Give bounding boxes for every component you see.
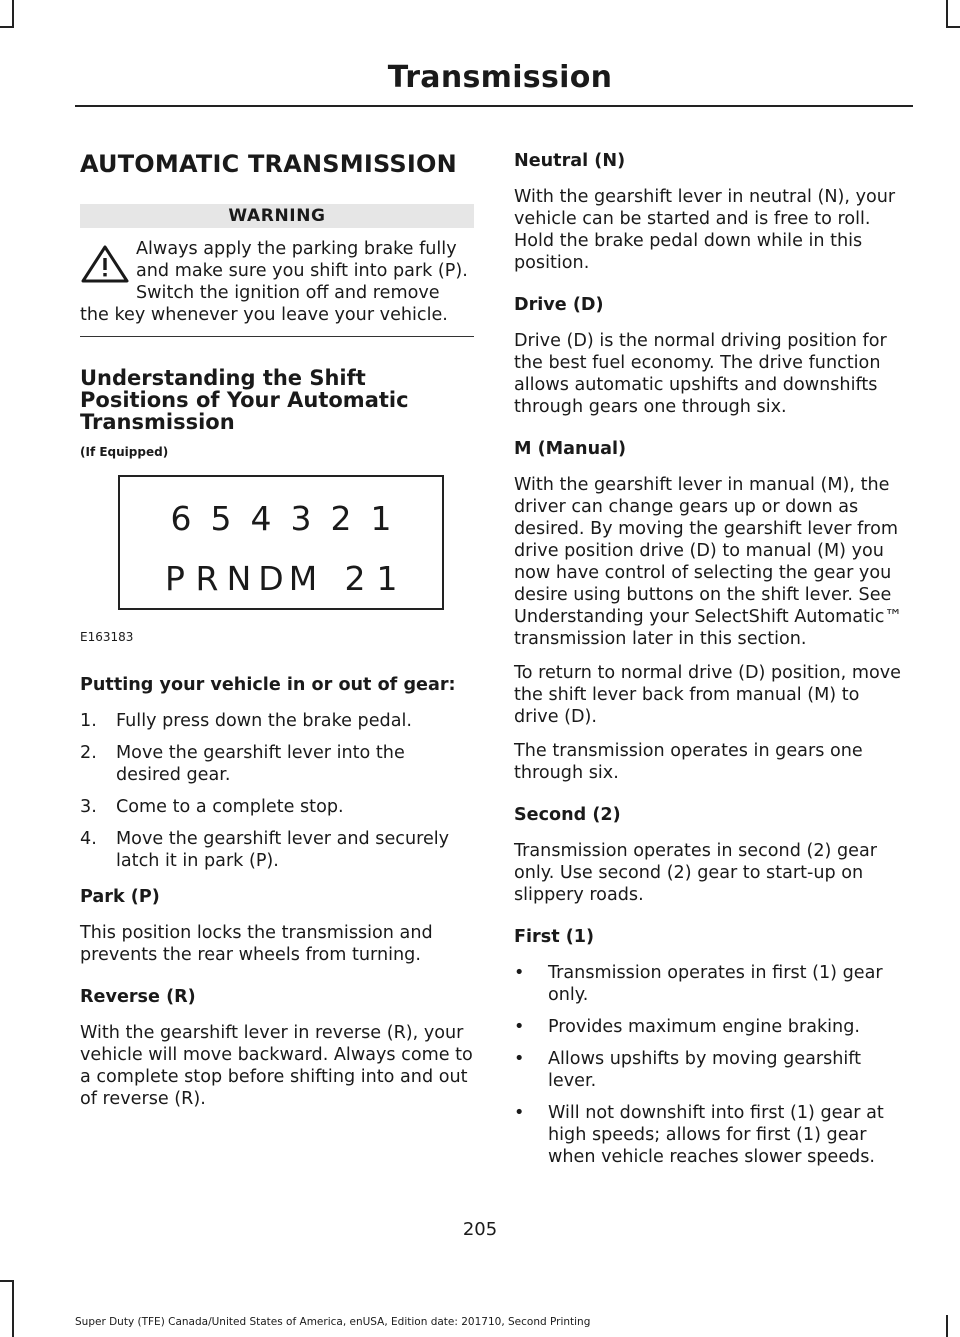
page-header-title: Transmission [387, 60, 613, 95]
list-item [80, 796, 474, 818]
manual-return-text: To return to normal drive (D) position, move the shift lever back from manual (M) to drive (D). [514, 663, 901, 727]
gear-number: 2 [330, 499, 352, 538]
list-item [80, 742, 474, 786]
park-heading: Park (P) [80, 887, 160, 907]
warning-label: WARNING [80, 204, 474, 228]
shift-position: D [258, 559, 284, 598]
gear-number: 5 [210, 499, 232, 538]
crop-mark [0, 1280, 14, 1282]
bullet-text: Provides maximum engine braking. [548, 1017, 860, 1037]
warning-divider [80, 336, 474, 337]
reverse-heading: Reverse (R) [80, 987, 196, 1007]
bullet-text: Transmission operates in first (1) gear only. [548, 963, 883, 1005]
right-column [514, 140, 907, 1178]
page-number: 205 [462, 1219, 498, 1240]
gear-heading: Putting your vehicle in or out of gear: [80, 675, 456, 695]
manual-heading: M (Manual) [514, 439, 627, 459]
list-item [514, 1048, 907, 1092]
gear-indicator-figure [118, 475, 444, 610]
list-item [514, 1016, 907, 1038]
step-text: Fully press down the brake pedal. [116, 711, 412, 731]
crop-mark [12, 0, 14, 28]
gear-number: 3 [290, 499, 312, 538]
bullet-text: Will not downshift into first (1) gear at high speeds; allows for first (1) gear when vehicle reaches slower speeds. [548, 1103, 884, 1167]
neutral-text: With the gearshift lever in neutral (N), your vehicle can be started and is free to roll. Hold the brake pedal down while in this position. [514, 187, 896, 273]
second-heading: Second (2) [514, 805, 621, 825]
neutral-heading: Neutral (N) [514, 151, 626, 171]
bullet: • [514, 1103, 525, 1123]
bullet: • [514, 1017, 525, 1037]
step-number: 2. [80, 743, 97, 763]
list-item [514, 962, 907, 1006]
list-item [80, 710, 474, 732]
section-title: AUTOMATIC TRANSMISSION [80, 150, 457, 178]
manual-text: With the gearshift lever in manual (M), the driver can change gears up or down as desired. By moving the gearshift lever from drive position drive (D) to manual (M) you now have control of selecting the gear you desire using buttons on the shift lever. See Understanding your SelectShift Automatic™ transmission later in this section. [514, 475, 903, 649]
shift-position: M [288, 559, 318, 598]
gear-number: 4 [250, 499, 272, 538]
crop-mark [12, 1280, 14, 1337]
crop-mark [0, 26, 14, 28]
drive-text: Drive (D) is the normal driving position for the best fuel economy. The drive function allows automatic upshifts and downshifts through gears one through six. [514, 331, 887, 417]
reverse-text: With the gearshift lever in reverse (R), your vehicle will move backward. Always come to a complete stop before shifting into and out of reverse (R). [80, 1023, 473, 1109]
equipped-note: (If Equipped) [80, 445, 169, 459]
footer-text: Super Duty (TFE) Canada/United States of America, enUSA, Edition date: 201710, Second Printing [75, 1316, 591, 1328]
step-number: 3. [80, 797, 97, 817]
shift-position-row [120, 559, 442, 598]
list-item [80, 828, 474, 872]
bullet: • [514, 963, 525, 983]
shift-position: R [195, 559, 219, 598]
gear-number-row [120, 499, 442, 538]
park-text: This position locks the transmission and prevents the rear wheels from turning. [80, 923, 433, 965]
bullet-text: Allows upshifts by moving gearshift lever. [548, 1049, 862, 1091]
figure-code: E163183 [80, 630, 134, 644]
first-gear-list [514, 962, 907, 1168]
step-text: Come to a complete stop. [116, 797, 344, 817]
bullet: • [514, 1049, 525, 1069]
crop-mark [946, 26, 960, 28]
warning-box [80, 238, 474, 326]
drive-heading: Drive (D) [514, 295, 604, 315]
manual-gears-text: The transmission operates in gears one through six. [514, 741, 863, 783]
steps-list [80, 710, 474, 872]
shift-position: 1 [376, 559, 398, 598]
subheading: Understanding the Shift Positions of Your Automatic Transmission [80, 366, 409, 434]
step-number: 4. [80, 829, 97, 849]
crop-mark [946, 1315, 948, 1337]
warning-triangle-icon [80, 244, 130, 284]
first-heading: First (1) [514, 927, 595, 947]
gear-number: 1 [370, 499, 392, 538]
step-text: Move the gearshift lever and securely latch it in park (P). [116, 829, 450, 871]
warning-text: Always apply the parking brake fully and make sure you shift into park (P). Switch the ignition off and remove the key whenever you leave your vehicle. [80, 239, 468, 325]
header-rule [75, 105, 913, 107]
step-text: Move the gearshift lever into the desired gear. [116, 743, 405, 785]
left-column [80, 140, 474, 1122]
second-text: Transmission operates in second (2) gear only. Use second (2) gear to start-up on slippery roads. [514, 841, 877, 905]
shift-position: N [226, 559, 252, 598]
gear-number: 6 [170, 499, 192, 538]
crop-mark [946, 0, 948, 28]
shift-position: P [165, 559, 185, 598]
step-number: 1. [80, 711, 97, 731]
shift-position: 2 [344, 559, 366, 598]
list-item [514, 1102, 907, 1168]
